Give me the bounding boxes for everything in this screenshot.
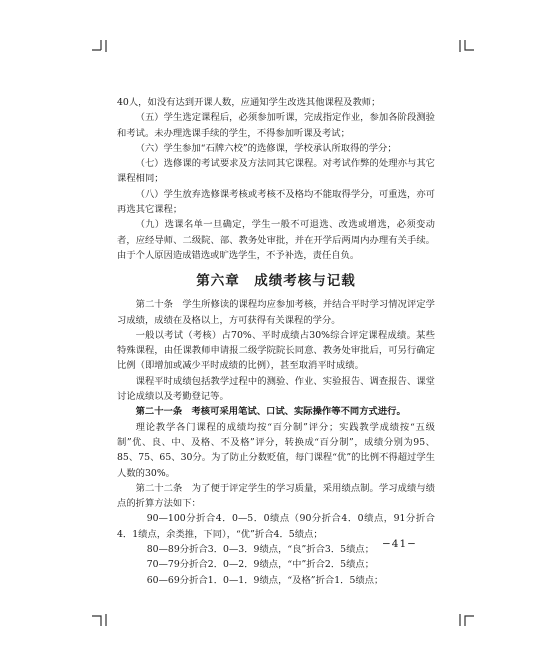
grade-line-80-89: 80—89分折合3．0—3．9绩点，“良”折合3．5绩点； xyxy=(146,544,375,556)
page-number: −41− xyxy=(382,538,417,550)
paragraph-grading-scales: 理论教学各门课程的成绩均按“百分制”评分；实践教学成绩按“五级制”优、良、中、及格、不及格”评分，转换成“百分制”，成绩分别为95、85、75、65、30分。为了防止分数贬值，每门课程“优”的比例不得超过学生人数的30%。 xyxy=(117,421,435,479)
paragraph-usual-grades: 课程平时成绩包括教学过程中的测验、作业、实验报告、调查报告、课堂讨论成绩以及考勤登记等。 xyxy=(117,375,435,403)
paragraph-item-6: （六）学生参加“石牌六校”的选修课，学校承认所取得的学分； xyxy=(135,142,397,154)
crop-mark-bottom-left-icon xyxy=(90,612,110,628)
article-21: 第二十一条 考核可采用笔试、口试、实际操作等不同方式进行。 xyxy=(135,406,406,418)
article-22: 第二十二条 为了便于评定学生的学习质量，采用绩点制。学习成绩与绩点的折算方法如下： xyxy=(117,482,435,510)
grade-line-60-69: 60—69分折合1．0—1．9绩点，“及格”折合1．5绩点； xyxy=(146,574,384,586)
crop-mark-top-left-icon xyxy=(90,38,110,54)
paragraph-item-9: （九）选课名单一旦确定，学生一般不可退选、改选或增选，必须变动者，应经导师、二级院、部、教务处审批，并在开学后两周内办理有关手续。由于个人原因造成错选或旷选学生，不予补选，责任自负。 xyxy=(117,219,435,261)
grade-line-90-100: 90—100分折合4．0—5．0绩点（90分折合4．0绩点，91分折合4．1绩点，余类推，下同），“优”折合4．5绩点； xyxy=(117,513,435,540)
paragraph-grade-weighting: 一般以考试（考核）占70%、平时成绩占30%综合评定课程成绩。某些特殊课程，由任课教师申请报二级学院院长同意、教务处审批后，可另行确定比例（即增加或减少平时成绩的比例），甚至取消平时成绩。 xyxy=(117,329,435,372)
article-20: 第二十条 学生所修读的课程均应参加考核，并结合平时学习情况评定学习成绩，成绩在及格以上，方可获得有关课程的学分。 xyxy=(117,299,435,326)
grade-line-70-79: 70—79分折合2．0—2．9绩点，“中”折合2．5绩点； xyxy=(146,559,375,571)
paragraph-item-8: （八）学生放弃选修课考核或考核不及格均不能取得学分，可重选，亦可再选其它课程； xyxy=(117,188,435,216)
paragraph-item-7: （七）选修课的考试要求及方法同其它课程。对考试作弊的处理亦与其它课程相同； xyxy=(117,158,435,185)
chapter-title: 第六章 成绩考核与记载 xyxy=(196,273,356,290)
body-text xyxy=(117,95,435,588)
crop-mark-bottom-right-icon xyxy=(456,612,476,628)
crop-mark-top-right-icon xyxy=(456,38,476,54)
paragraph-continuation: 40人，如没有达到开课人数，应通知学生改选其他课程及教师； xyxy=(117,97,381,108)
paragraph-item-5: （五）学生选定课程后，必须参加听课，完成指定作业，参加各阶段测验和考试。未办理选课手续的学生，不得参加听课及考试； xyxy=(117,112,435,139)
